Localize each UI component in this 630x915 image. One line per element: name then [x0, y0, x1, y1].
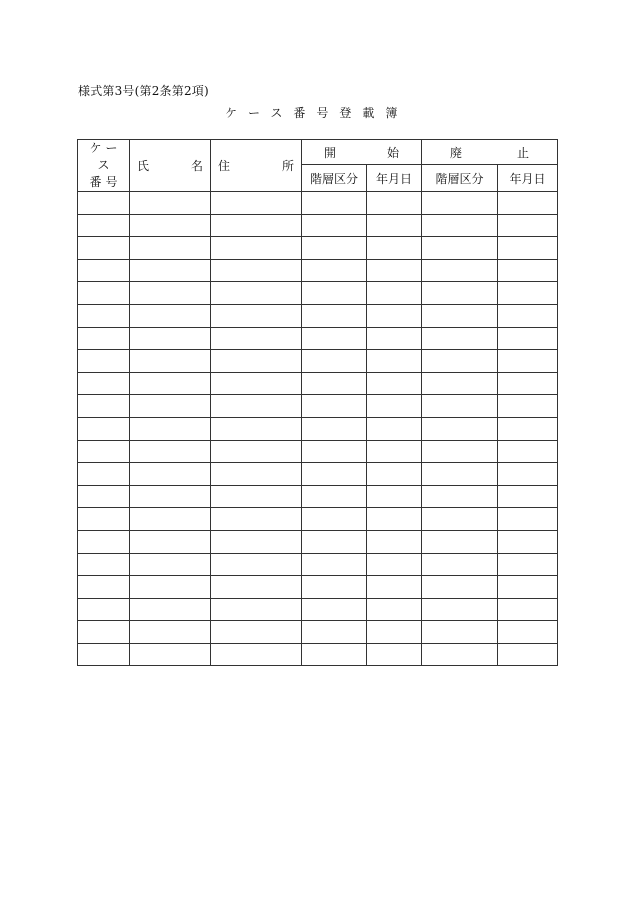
name-cell[interactable] [130, 463, 211, 486]
name-header-right: 名 [190, 159, 203, 173]
name-cell[interactable] [130, 372, 211, 395]
case-number-cell[interactable] [78, 485, 130, 508]
table-row [78, 643, 558, 666]
start-date-cell[interactable] [367, 463, 422, 486]
end-date-cell[interactable] [498, 192, 558, 215]
name-cell[interactable] [130, 237, 211, 260]
name-cell[interactable] [130, 282, 211, 305]
end-header-right: 止 [516, 145, 529, 160]
table-row [78, 598, 558, 621]
start-class-cell[interactable] [302, 192, 367, 215]
table-row [78, 350, 558, 373]
table-row [78, 485, 558, 508]
register-body [78, 192, 558, 666]
end-class-cell[interactable] [422, 327, 498, 350]
table-row [78, 304, 558, 327]
end-header-left: 廃 [450, 145, 463, 160]
case-number-cell[interactable] [78, 598, 130, 621]
address-cell[interactable] [211, 395, 302, 418]
start-class-cell[interactable] [302, 643, 367, 666]
end-date-cell[interactable] [498, 237, 558, 260]
name-cell[interactable] [130, 643, 211, 666]
table-row [78, 463, 558, 486]
start-class-cell[interactable] [302, 417, 367, 440]
address-cell[interactable] [211, 598, 302, 621]
document-title: ケース番号登載簿 [225, 106, 409, 120]
start-class-cell[interactable] [302, 372, 367, 395]
start-date-cell[interactable] [367, 643, 422, 666]
form-number-label: 様式第3号(第2条第2項) [78, 84, 209, 98]
end-date-cell[interactable] [498, 372, 558, 395]
end-header [422, 140, 558, 165]
end-date-cell[interactable] [498, 530, 558, 553]
start-class-cell[interactable] [302, 440, 367, 463]
end-class-cell[interactable] [422, 485, 498, 508]
start-header [302, 140, 422, 165]
case-number-cell[interactable] [78, 192, 130, 215]
address-cell[interactable] [211, 350, 302, 373]
table-row [78, 192, 558, 215]
start-date-cell[interactable] [367, 282, 422, 305]
start-class-cell[interactable] [302, 463, 367, 486]
end-class-cell[interactable] [422, 350, 498, 373]
name-cell[interactable] [130, 553, 211, 576]
address-cell[interactable] [211, 463, 302, 486]
name-cell[interactable] [130, 350, 211, 373]
address-header-right: 所 [281, 159, 294, 173]
address-cell[interactable] [211, 304, 302, 327]
name-cell[interactable] [130, 530, 211, 553]
table-row [78, 440, 558, 463]
start-class-cell[interactable] [302, 598, 367, 621]
table-row [78, 282, 558, 305]
start-class-cell[interactable] [302, 350, 367, 373]
start-header-right: 始 [386, 145, 399, 160]
address-cell[interactable] [211, 417, 302, 440]
address-cell[interactable] [211, 327, 302, 350]
start-date-cell[interactable] [367, 372, 422, 395]
end-date-cell[interactable] [498, 485, 558, 508]
end-date-cell[interactable] [498, 259, 558, 282]
address-cell[interactable] [211, 643, 302, 666]
case-number-cell[interactable] [78, 282, 130, 305]
start-date-cell[interactable] [367, 237, 422, 260]
start-date-cell[interactable] [367, 440, 422, 463]
end-class-cell[interactable] [422, 530, 498, 553]
case-number-cell[interactable] [78, 372, 130, 395]
case-number-cell[interactable] [78, 417, 130, 440]
end-date-cell[interactable] [498, 395, 558, 418]
table-row [78, 259, 558, 282]
table-row [78, 553, 558, 576]
table-row [78, 237, 558, 260]
start-class-cell[interactable] [302, 327, 367, 350]
name-cell[interactable] [130, 621, 211, 644]
case-number-cell[interactable] [78, 508, 130, 531]
end-class-cell[interactable] [422, 598, 498, 621]
start-class-cell[interactable] [302, 395, 367, 418]
end-class-cell[interactable] [422, 417, 498, 440]
address-cell[interactable] [211, 282, 302, 305]
name-cell[interactable] [130, 192, 211, 215]
address-cell[interactable] [211, 372, 302, 395]
end-date-cell[interactable] [498, 417, 558, 440]
address-cell[interactable] [211, 485, 302, 508]
case-number-cell[interactable] [78, 621, 130, 644]
start-date-cell[interactable] [367, 350, 422, 373]
case-number-cell[interactable] [78, 553, 130, 576]
case-number-header [78, 140, 130, 192]
name-cell[interactable] [130, 440, 211, 463]
end-date-cell[interactable] [498, 214, 558, 237]
address-header [211, 140, 302, 192]
end-class-cell[interactable] [422, 237, 498, 260]
address-cell[interactable] [211, 192, 302, 215]
name-cell[interactable] [130, 304, 211, 327]
end-class-cell[interactable] [422, 214, 498, 237]
start-date-cell[interactable] [367, 259, 422, 282]
case-number-cell[interactable] [78, 463, 130, 486]
end-class-cell[interactable] [422, 643, 498, 666]
table-row [78, 621, 558, 644]
start-date-cell[interactable] [367, 304, 422, 327]
end-class-cell[interactable] [422, 192, 498, 215]
start-class-cell[interactable] [302, 530, 367, 553]
name-cell[interactable] [130, 598, 211, 621]
start-class-cell[interactable] [302, 282, 367, 305]
start-date-cell[interactable] [367, 192, 422, 215]
case-number-header-line1: ケース [89, 141, 122, 172]
address-cell[interactable] [211, 553, 302, 576]
table-row [78, 417, 558, 440]
case-number-cell[interactable] [78, 440, 130, 463]
start-date-cell[interactable] [367, 508, 422, 531]
name-cell[interactable] [130, 395, 211, 418]
address-cell[interactable] [211, 259, 302, 282]
header-row-1 [78, 140, 558, 165]
start-class-cell[interactable] [302, 259, 367, 282]
end-date-cell[interactable] [498, 598, 558, 621]
start-class-cell[interactable] [302, 237, 367, 260]
end-date-cell[interactable] [498, 440, 558, 463]
start-class-cell[interactable] [302, 214, 367, 237]
start-date-cell[interactable] [367, 553, 422, 576]
table-row [78, 576, 558, 599]
case-number-cell[interactable] [78, 214, 130, 237]
case-number-cell[interactable] [78, 643, 130, 666]
start-date-cell[interactable] [367, 598, 422, 621]
table-row [78, 508, 558, 531]
start-header-left: 開 [324, 145, 337, 160]
start-class-cell[interactable] [302, 304, 367, 327]
end-date-cell[interactable] [498, 304, 558, 327]
end-class-cell[interactable] [422, 508, 498, 531]
start-date-cell[interactable] [367, 395, 422, 418]
end-class-cell[interactable] [422, 395, 498, 418]
start-date-cell[interactable] [367, 621, 422, 644]
case-number-cell[interactable] [78, 237, 130, 260]
name-header-left: 氏 [137, 159, 150, 173]
case-number-cell[interactable] [78, 259, 130, 282]
case-number-cell[interactable] [78, 530, 130, 553]
end-class-cell[interactable] [422, 440, 498, 463]
address-cell[interactable] [211, 508, 302, 531]
name-header [130, 140, 211, 192]
address-cell[interactable] [211, 576, 302, 599]
start-date-cell[interactable] [367, 214, 422, 237]
address-header-left: 住 [218, 159, 231, 173]
name-cell[interactable] [130, 259, 211, 282]
name-cell[interactable] [130, 327, 211, 350]
case-number-cell[interactable] [78, 395, 130, 418]
end-class-cell[interactable] [422, 282, 498, 305]
end-class-cell[interactable] [422, 372, 498, 395]
name-cell[interactable] [130, 508, 211, 531]
start-date-cell[interactable] [367, 530, 422, 553]
table-row [78, 327, 558, 350]
case-number-header-line2: 番号 [89, 175, 122, 189]
start-class-cell[interactable] [302, 553, 367, 576]
end-date-cell[interactable] [498, 463, 558, 486]
case-number-cell[interactable] [78, 350, 130, 373]
start-date-header: 年月日 [367, 165, 422, 192]
name-cell[interactable] [130, 576, 211, 599]
table-row [78, 530, 558, 553]
end-class-header: 階層区分 [422, 165, 498, 192]
start-class-cell[interactable] [302, 621, 367, 644]
end-date-cell[interactable] [498, 553, 558, 576]
end-class-cell[interactable] [422, 463, 498, 486]
end-date-cell[interactable] [498, 508, 558, 531]
end-class-cell[interactable] [422, 553, 498, 576]
name-cell[interactable] [130, 485, 211, 508]
start-date-cell[interactable] [367, 417, 422, 440]
case-number-cell[interactable] [78, 304, 130, 327]
address-cell[interactable] [211, 530, 302, 553]
end-class-cell[interactable] [422, 304, 498, 327]
address-cell[interactable] [211, 621, 302, 644]
address-cell[interactable] [211, 237, 302, 260]
end-date-cell[interactable] [498, 621, 558, 644]
end-date-cell[interactable] [498, 643, 558, 666]
end-date-cell[interactable] [498, 350, 558, 373]
case-number-cell[interactable] [78, 327, 130, 350]
end-date-cell[interactable] [498, 327, 558, 350]
start-class-cell[interactable] [302, 485, 367, 508]
address-cell[interactable] [211, 440, 302, 463]
end-class-cell[interactable] [422, 259, 498, 282]
start-date-cell[interactable] [367, 576, 422, 599]
table-row [78, 395, 558, 418]
name-cell[interactable] [130, 214, 211, 237]
start-class-header: 階層区分 [302, 165, 367, 192]
table-row [78, 372, 558, 395]
end-date-cell[interactable] [498, 282, 558, 305]
case-number-cell[interactable] [78, 576, 130, 599]
start-class-cell[interactable] [302, 508, 367, 531]
table-row [78, 214, 558, 237]
case-number-register-table [77, 139, 558, 666]
end-class-cell[interactable] [422, 576, 498, 599]
end-class-cell[interactable] [422, 621, 498, 644]
end-date-cell[interactable] [498, 576, 558, 599]
start-class-cell[interactable] [302, 576, 367, 599]
end-date-header: 年月日 [498, 165, 558, 192]
start-date-cell[interactable] [367, 485, 422, 508]
name-cell[interactable] [130, 417, 211, 440]
start-date-cell[interactable] [367, 327, 422, 350]
address-cell[interactable] [211, 214, 302, 237]
